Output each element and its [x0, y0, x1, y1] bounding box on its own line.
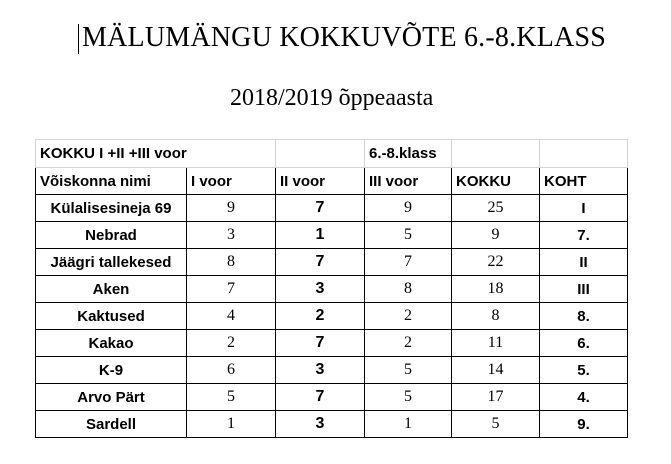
place-cell: 7. — [540, 222, 628, 249]
place-cell: II — [540, 249, 628, 276]
document-subtitle: 2018/2019 õppeaasta — [230, 85, 434, 111]
round-2-cell: 7 — [276, 195, 365, 222]
total-rounds-label: KOKKU I +II +III voor — [36, 140, 276, 168]
round-2-cell: 2 — [276, 303, 365, 330]
team-name-cell: Sardell — [36, 411, 187, 438]
total-cell: 17 — [452, 384, 540, 411]
round-3-cell: 9 — [365, 195, 452, 222]
round-2-cell: 1 — [276, 222, 365, 249]
results-table — [35, 139, 628, 438]
round-2-cell: 7 — [276, 249, 365, 276]
table-top-row — [36, 140, 628, 168]
header-place: KOHT — [540, 168, 628, 195]
round-1-cell: 2 — [187, 330, 276, 357]
total-cell: 8 — [452, 303, 540, 330]
round-1-cell: 9 — [187, 195, 276, 222]
table-row — [36, 411, 628, 438]
table-row — [36, 330, 628, 357]
document-title: MÄLUMÄNGU KOKKUVÕTE 6.-8.KLASS — [82, 22, 606, 53]
text-cursor — [78, 24, 79, 54]
round-1-cell: 3 — [187, 222, 276, 249]
team-name-cell: Kakao — [36, 330, 187, 357]
team-name-cell: Aken — [36, 276, 187, 303]
table-row — [36, 249, 628, 276]
round-2-cell: 3 — [276, 411, 365, 438]
empty-cell — [276, 140, 365, 168]
table-row — [36, 303, 628, 330]
team-name-cell: Kaktused — [36, 303, 187, 330]
round-3-cell: 5 — [365, 357, 452, 384]
total-cell: 5 — [452, 411, 540, 438]
round-2-cell: 3 — [276, 276, 365, 303]
table-row — [36, 195, 628, 222]
round-2-cell: 7 — [276, 330, 365, 357]
round-1-cell: 6 — [187, 357, 276, 384]
table-header-row — [36, 168, 628, 195]
team-name-cell: Külalisesineja 69 — [36, 195, 187, 222]
round-3-cell: 1 — [365, 411, 452, 438]
place-cell: I — [540, 195, 628, 222]
team-name-cell: Nebrad — [36, 222, 187, 249]
place-cell: III — [540, 276, 628, 303]
class-label: 6.-8.klass — [365, 140, 452, 168]
table-row — [36, 222, 628, 249]
round-1-cell: 7 — [187, 276, 276, 303]
team-name-cell: Jäägri tallekesed — [36, 249, 187, 276]
round-1-cell: 5 — [187, 384, 276, 411]
empty-cell — [540, 140, 628, 168]
header-round-2: II voor — [276, 168, 365, 195]
round-3-cell: 2 — [365, 330, 452, 357]
place-cell: 4. — [540, 384, 628, 411]
table-row — [36, 384, 628, 411]
round-3-cell: 7 — [365, 249, 452, 276]
round-3-cell: 8 — [365, 276, 452, 303]
header-team-name: Võiskonna nimi — [36, 168, 187, 195]
total-cell: 11 — [452, 330, 540, 357]
place-cell: 5. — [540, 357, 628, 384]
place-cell: 6. — [540, 330, 628, 357]
total-cell: 14 — [452, 357, 540, 384]
round-2-cell: 7 — [276, 384, 365, 411]
header-round-3: III voor — [365, 168, 452, 195]
team-name-cell: Arvo Pärt — [36, 384, 187, 411]
round-1-cell: 4 — [187, 303, 276, 330]
team-name-cell: K-9 — [36, 357, 187, 384]
place-cell: 9. — [540, 411, 628, 438]
table-row — [36, 276, 628, 303]
total-cell: 9 — [452, 222, 540, 249]
place-cell: 8. — [540, 303, 628, 330]
round-2-cell: 3 — [276, 357, 365, 384]
round-3-cell: 2 — [365, 303, 452, 330]
round-1-cell: 8 — [187, 249, 276, 276]
empty-cell — [452, 140, 540, 168]
total-cell: 18 — [452, 276, 540, 303]
header-round-1: I voor — [187, 168, 276, 195]
total-cell: 22 — [452, 249, 540, 276]
round-3-cell: 5 — [365, 384, 452, 411]
total-cell: 25 — [452, 195, 540, 222]
round-3-cell: 5 — [365, 222, 452, 249]
table-row — [36, 357, 628, 384]
round-1-cell: 1 — [187, 411, 276, 438]
header-total: KOKKU — [452, 168, 540, 195]
